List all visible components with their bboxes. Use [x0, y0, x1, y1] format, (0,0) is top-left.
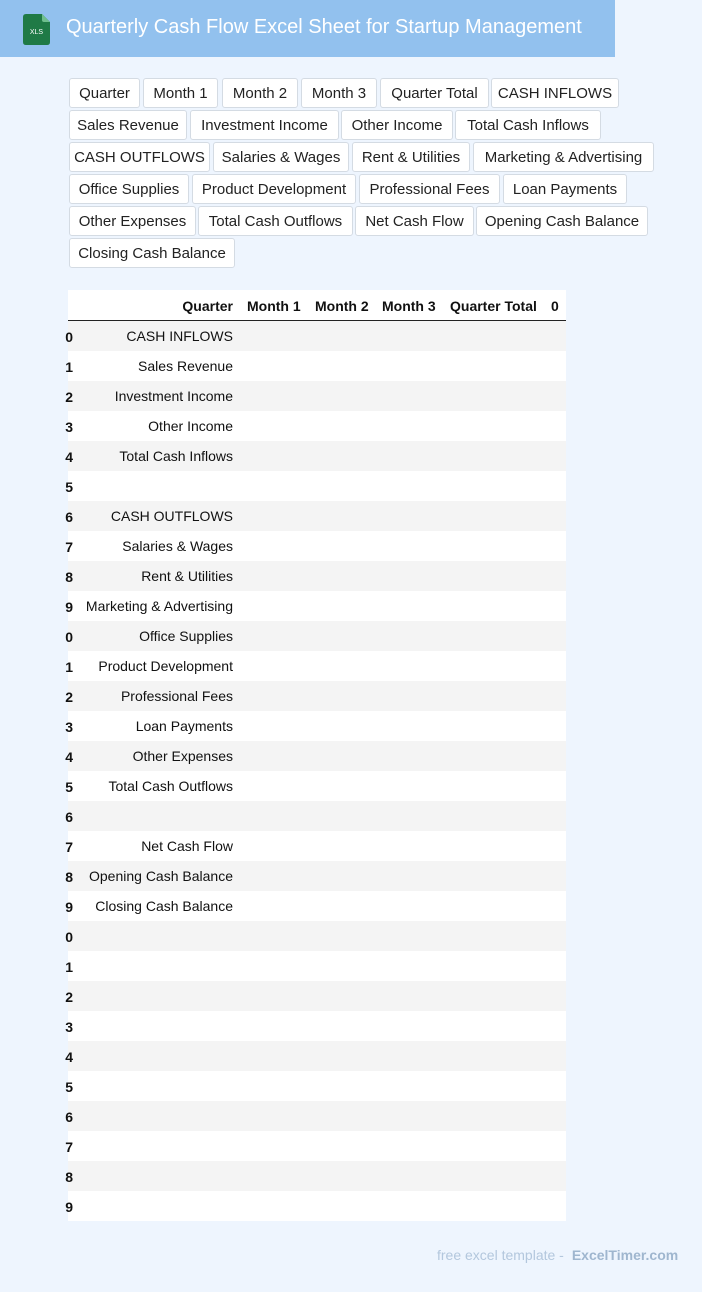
tag-month-3[interactable]: Month 3 — [301, 78, 377, 108]
table-row — [65, 1071, 566, 1101]
cash-flow-table — [65, 290, 566, 1221]
tag-other-income[interactable]: Other Income — [341, 110, 453, 140]
row-index: 0 — [65, 629, 73, 645]
row-index: 6 — [65, 809, 73, 825]
row-index: 6 — [65, 1109, 73, 1125]
row-index: 4 — [65, 749, 73, 765]
row-label[interactable]: Office Supplies — [139, 628, 233, 644]
row-label[interactable]: Other Income — [148, 418, 233, 434]
excel-file-icon — [23, 14, 50, 45]
table-row — [65, 441, 566, 471]
row-index: 9 — [65, 1199, 73, 1215]
tag-cash-inflows[interactable]: CASH INFLOWS — [491, 78, 619, 108]
table-row — [65, 1191, 566, 1221]
page-header — [0, 0, 615, 57]
table-row — [65, 381, 566, 411]
table-row — [65, 981, 566, 1011]
table-row — [65, 561, 566, 591]
row-index: 6 — [65, 509, 73, 525]
table-row — [65, 1041, 566, 1071]
table-row — [65, 591, 566, 621]
row-label[interactable]: Product Development — [98, 658, 233, 674]
table-header-row — [68, 290, 566, 321]
row-index: 1 — [65, 659, 73, 675]
row-index: 7 — [65, 539, 73, 555]
tag-product-development[interactable]: Product Development — [192, 174, 356, 204]
table-body — [65, 321, 566, 1221]
tag-rent-utilities[interactable]: Rent & Utilities — [352, 142, 470, 172]
row-label[interactable]: Other Expenses — [132, 748, 233, 764]
col-header-quarter[interactable]: Quarter — [182, 298, 233, 314]
tag-salaries-wages[interactable]: Salaries & Wages — [213, 142, 349, 172]
row-label[interactable]: Rent & Utilities — [141, 568, 233, 584]
tag-total-cash-outflows[interactable]: Total Cash Outflows — [198, 206, 353, 236]
page-title: Quarterly Cash Flow Excel Sheet for Startup Management — [66, 16, 582, 38]
tag-quarter-total[interactable]: Quarter Total — [380, 78, 489, 108]
tag-office-supplies[interactable]: Office Supplies — [69, 174, 189, 204]
row-index: 8 — [65, 1169, 73, 1185]
table-row — [65, 831, 566, 861]
table-row — [65, 531, 566, 561]
table-row — [65, 681, 566, 711]
table-row — [65, 801, 566, 831]
tag-month-2[interactable]: Month 2 — [222, 78, 298, 108]
tag-total-cash-inflows[interactable]: Total Cash Inflows — [455, 110, 601, 140]
row-index: 9 — [65, 599, 73, 615]
row-index: 2 — [65, 389, 73, 405]
row-index: 8 — [65, 569, 73, 585]
row-label[interactable]: CASH OUTFLOWS — [110, 508, 233, 524]
row-index: 4 — [65, 1049, 73, 1065]
row-index: 1 — [65, 959, 73, 975]
table-row — [65, 771, 566, 801]
tag-sales-revenue[interactable]: Sales Revenue — [69, 110, 187, 140]
tag-other-expenses[interactable]: Other Expenses — [69, 206, 196, 236]
row-index: 5 — [65, 1079, 73, 1095]
row-index: 3 — [65, 419, 73, 435]
footer-brand-link[interactable]: ExcelTimer.com — [571, 1247, 679, 1263]
row-label[interactable]: Closing Cash Balance — [95, 898, 233, 914]
table-row — [65, 1131, 566, 1161]
row-index: 5 — [65, 779, 73, 795]
table-row — [65, 621, 566, 651]
footer-credit — [437, 1247, 678, 1263]
row-index: 3 — [65, 1019, 73, 1035]
row-label[interactable]: Professional Fees — [120, 688, 233, 704]
col-header-month-1[interactable]: Month 1 — [247, 298, 301, 314]
tag-net-cash-flow[interactable]: Net Cash Flow — [355, 206, 474, 236]
row-label[interactable]: Loan Payments — [135, 718, 233, 734]
table-row — [65, 711, 566, 741]
table-row — [65, 1011, 566, 1041]
row-label[interactable]: Sales Revenue — [138, 358, 233, 374]
row-label[interactable]: CASH INFLOWS — [126, 328, 233, 344]
row-index: 4 — [65, 449, 73, 465]
tag-investment-income[interactable]: Investment Income — [190, 110, 339, 140]
row-index: 2 — [65, 989, 73, 1005]
row-label[interactable]: Opening Cash Balance — [89, 868, 233, 884]
row-index: 9 — [65, 899, 73, 915]
table-row — [65, 321, 566, 351]
col-header-extra[interactable]: 0 — [551, 298, 559, 314]
col-header-month-3[interactable]: Month 3 — [382, 298, 436, 314]
table-row — [65, 1101, 566, 1131]
table-row — [65, 501, 566, 531]
tag-month-1[interactable]: Month 1 — [143, 78, 218, 108]
row-label[interactable]: Net Cash Flow — [141, 838, 233, 854]
row-index: 8 — [65, 869, 73, 885]
table-row — [65, 951, 566, 981]
tag-marketing-advertising[interactable]: Marketing & Advertising — [473, 142, 654, 172]
tag-quarter[interactable]: Quarter — [69, 78, 140, 108]
tag-closing-cash-balance[interactable]: Closing Cash Balance — [69, 238, 235, 268]
table-row — [65, 411, 566, 441]
row-index: 7 — [65, 839, 73, 855]
row-label[interactable]: Total Cash Inflows — [119, 448, 233, 464]
table-row — [65, 741, 566, 771]
table-row — [65, 651, 566, 681]
row-label[interactable]: Total Cash Outflows — [108, 778, 233, 794]
table-row — [65, 1161, 566, 1191]
col-header-quarter-total[interactable]: Quarter Total — [450, 298, 537, 314]
tag-professional-fees[interactable]: Professional Fees — [359, 174, 500, 204]
row-index: 2 — [65, 689, 73, 705]
row-index: 7 — [65, 1139, 73, 1155]
table-row — [65, 861, 566, 891]
excel-icon-label: XLS — [29, 29, 44, 36]
footer-text: free excel template - — [437, 1247, 564, 1263]
row-label[interactable]: Marketing & Advertising — [85, 598, 233, 614]
row-index: 3 — [65, 719, 73, 735]
row-index: 0 — [65, 329, 73, 345]
tag-loan-payments[interactable]: Loan Payments — [503, 174, 627, 204]
table-row — [65, 891, 566, 921]
tag-cash-outflows[interactable]: CASH OUTFLOWS — [69, 142, 210, 172]
table-row — [65, 471, 566, 501]
col-header-month-2[interactable]: Month 2 — [315, 298, 369, 314]
row-index: 0 — [65, 929, 73, 945]
row-label[interactable]: Investment Income — [114, 388, 233, 404]
row-index: 5 — [65, 479, 73, 495]
table-row — [65, 351, 566, 381]
row-label[interactable]: Salaries & Wages — [122, 538, 233, 554]
table-row — [65, 921, 566, 951]
row-index: 1 — [65, 359, 73, 375]
tag-opening-cash-balance[interactable]: Opening Cash Balance — [476, 206, 648, 236]
